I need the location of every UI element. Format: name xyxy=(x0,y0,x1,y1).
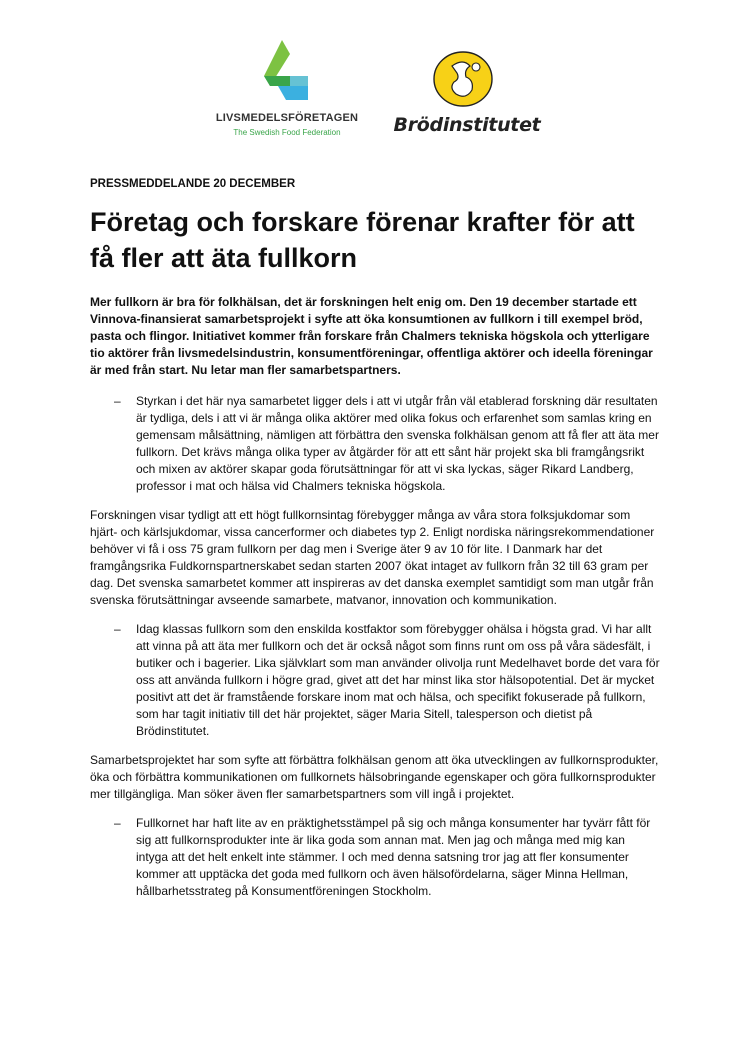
livsmedelsforetagen-logo xyxy=(212,40,362,140)
press-release-body xyxy=(90,178,660,912)
body-paragraph-project: Samarbetsprojektet har som syfte att förbättra folkhälsan genom att öka utvecklingen av fullkornsprodukter, öka och förbättra kommunikationen om fullkornets hälsobringande egenskaper och göra fullkornsprodukter mer tillgängliga. Man söker även fler samarbetspartners som vill ingå i projektet. xyxy=(90,753,659,801)
quote-text: Fullkornet har haft lite av en präktighetsstämpel på sig och många konsumenter har tyvärr fått för sig att fullkornsprodukter inte är lika goda som annan mat. Men jag och många med mig kan intyga att det helt enkelt inte stämmer. I och med denna satsning tror jag att fler konsumenter kommer att upptäcka det goda med fullkorn och även hälsofördelarna, säger Minna Hellman, hållbarhetsstrateg på Konsumentföreningen Stockholm. xyxy=(136,816,651,898)
dateline: PRESSMEDDELANDE 20 DECEMBER xyxy=(90,178,296,190)
quote-dash: – xyxy=(114,622,121,636)
brodinstitutet-mark-icon xyxy=(430,50,496,112)
body-paragraph-research: Forskningen visar tydligt att ett högt fullkornsintag förebygger många av våra stora folksjukdomar som hjärt- och kärlsjukdomar, vissa cancerformer och diabetes typ 2. Enligt nordiska näringsrekommendationer behöver vi få i oss 75 gram fullkorn per dag men i Sverige äter 9 av 10 för lite. I Danmark har det framgångsrika Fuldkornspartnerskabet sedan starten 2007 ökat intaget av fullkorn från 32 till 63 gram per dag. Det svenska samarbetet kommer att inspireras av det danska exemplet samtidigt som man utgår från svenska förutsättningar avseende samarbete, matvanor, innovation och kommunikation. xyxy=(90,508,655,607)
quote-hellman xyxy=(90,815,660,900)
quote-dash: – xyxy=(114,816,121,830)
lead-paragraph: Mer fullkorn är bra för folkhälsan, det är forskningen helt enig om. Den 19 december startade ett Vinnova-finansierat samarbetsprojekt i syfte att öka konsumtionen av fullkorn i till exempel bröd, pasta och flingor. Initiativet kommer från forskare från Chalmers tekniska högskola och ytterligare tio aktörer från livsmedelsindustrin, konsumentföreningar, offentliga aktörer och ideella föreningar är med från start. Nu letar man fler samarbetspartners. xyxy=(90,295,653,377)
quote-text: Idag klassas fullkorn som den enskilda kostfaktor som förebygger ohälsa i högsta grad. Vi har allt att vinna på att äta mer fullkorn och det är också något som finns runt om oss på våra sädesfält, i butiker och i bagerier. Lika självklart som man använder olivolja runt Medelhavet borde det vara för oss att använda fullkorn i högre grad, givet att det har minst lika stor hälsopotential. Det är mycket positivt att det är framstående forskare inom mat och hälsa, och specifikt fokuserade på fullkorn, som har tagit initiativ till det här projektet, säger Maria Sitell, talesperson och dietist på Brödinstitutet. xyxy=(136,622,660,738)
quote-dash: – xyxy=(114,394,121,408)
quote-text: Styrkan i det här nya samarbetet ligger dels i att vi utgår från väl etablerad forskning där resultaten är tydliga, dels i att vi är många olika aktörer med olika fokus och erfarenhet som samlas kring en gemensam målsättning, nämligen att förbättra den svenska folkhälsan genom att få fler att äta mer fullkorn. Det krävs många olika typer av åtgärder för att ett sånt här projekt ska bli framgångsrikt och mixen av aktörer skapar goda förutsättningar för att vi ska lyckas, säger Rikard Landberg, professor i mat och hälsa vid Chalmers tekniska högskola. xyxy=(136,394,659,493)
livsmedelsforetagen-name: LIVSMEDELSFÖRETAGEN xyxy=(215,112,359,124)
livsmedelsforetagen-subtitle: The Swedish Food Federation xyxy=(233,128,341,137)
quote-landberg xyxy=(90,393,660,495)
livsmedelsforetagen-mark-icon xyxy=(264,40,310,102)
brodinstitutet-logo xyxy=(392,50,542,140)
brodinstitutet-name: Brödinstitutet xyxy=(393,114,541,136)
page-title: Företag och forskare förenar krafter för att få fler att äta fullkorn xyxy=(90,207,635,273)
logo-header xyxy=(0,40,746,140)
quote-sitell xyxy=(90,621,660,740)
